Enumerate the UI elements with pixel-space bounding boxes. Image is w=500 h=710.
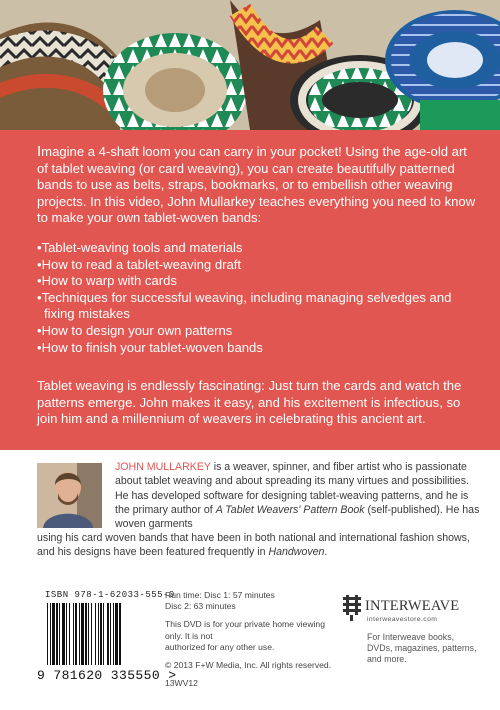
drop-cap: I (37, 143, 42, 160)
feature-item: • Tablet-weaving tools and materials (37, 240, 482, 257)
book-title: A Tablet Weavers' Pattern Book (215, 503, 365, 516)
copyright-line: © 2013 F+W Media, Inc. All rights reserved. (165, 660, 332, 671)
product-code: 13WV12 (165, 678, 198, 689)
woven-bands-photo (0, 0, 500, 130)
bio-text: . (324, 546, 328, 559)
description-panel (0, 130, 500, 450)
bio-text: is a weaver, spinner, and fiber artist who is passionate about tablet weaving and about spreading its many virtues and possibilities. He has developed software for designing tablet-weaving patterns, and he is the primary author of (115, 461, 469, 516)
brand-blurb: For Interweave books, DVDs, magazines, patterns, and more. (367, 632, 477, 664)
feature-item: • Techniques for successful weaving, including managing selvedges and fixing mistakes (37, 290, 482, 323)
author-bio (115, 460, 485, 531)
runtime-line: Run time: Disc 1: 57 minutes (165, 590, 275, 600)
feature-item: • How to finish your tablet-woven bands (37, 340, 482, 357)
feature-list (37, 240, 482, 356)
barcode-image (45, 603, 155, 669)
notice-line: This DVD is for your private home viewing only. It is not (165, 619, 325, 641)
barcode-digits: 9 781620 335550 > (37, 668, 177, 683)
feature-item: • How to design your own patterns (37, 323, 482, 340)
feature-item: • How to read a tablet-weaving draft (37, 257, 482, 274)
isbn-text: ISBN 978-1-62033-555-0 (45, 590, 175, 600)
closing-paragraph: Tablet weaving is endlessly fascinating: Just turn the cards and watch the patterns emerge. John makes it easy, and his excitement is infectious, so join him and a millennium of weavers in celebrating this ancient art. (37, 378, 462, 427)
bio-text: using his card woven bands that have been in both national and international fashion shows, and his designs have been featured frequently in (37, 532, 470, 559)
author-photo (37, 463, 102, 528)
author-name: JOHN MULLARKEY (115, 461, 211, 473)
brand-name: INTERWEAVE (365, 598, 460, 614)
notice-line: authorized for any other use. (165, 641, 275, 652)
author-bio-continued (37, 531, 485, 560)
bio-text: (self-published). He has woven garments (115, 503, 480, 531)
feature-item: • How to warp with cards (37, 273, 482, 290)
brand-url: interweavestore.com (367, 616, 438, 623)
interweave-logo-icon (343, 595, 363, 625)
magazine-title: Handwoven (268, 546, 325, 559)
intro-text: magine a 4-shaft loom you can carry in your pocket! Using the age-old art of tablet weaving (or card weaving), you can create beautifully patterned bands to use as belts, straps, bookmarks, or to embellish other weaving projects. In this video, John Mullarkey teaches everything you need to know to make your own tablet-woven bands: (37, 144, 476, 226)
intro-paragraph (37, 144, 477, 227)
disc-info (165, 590, 335, 689)
runtime-line: Disc 2: 63 minutes (165, 601, 236, 612)
barcode-block (37, 590, 177, 690)
